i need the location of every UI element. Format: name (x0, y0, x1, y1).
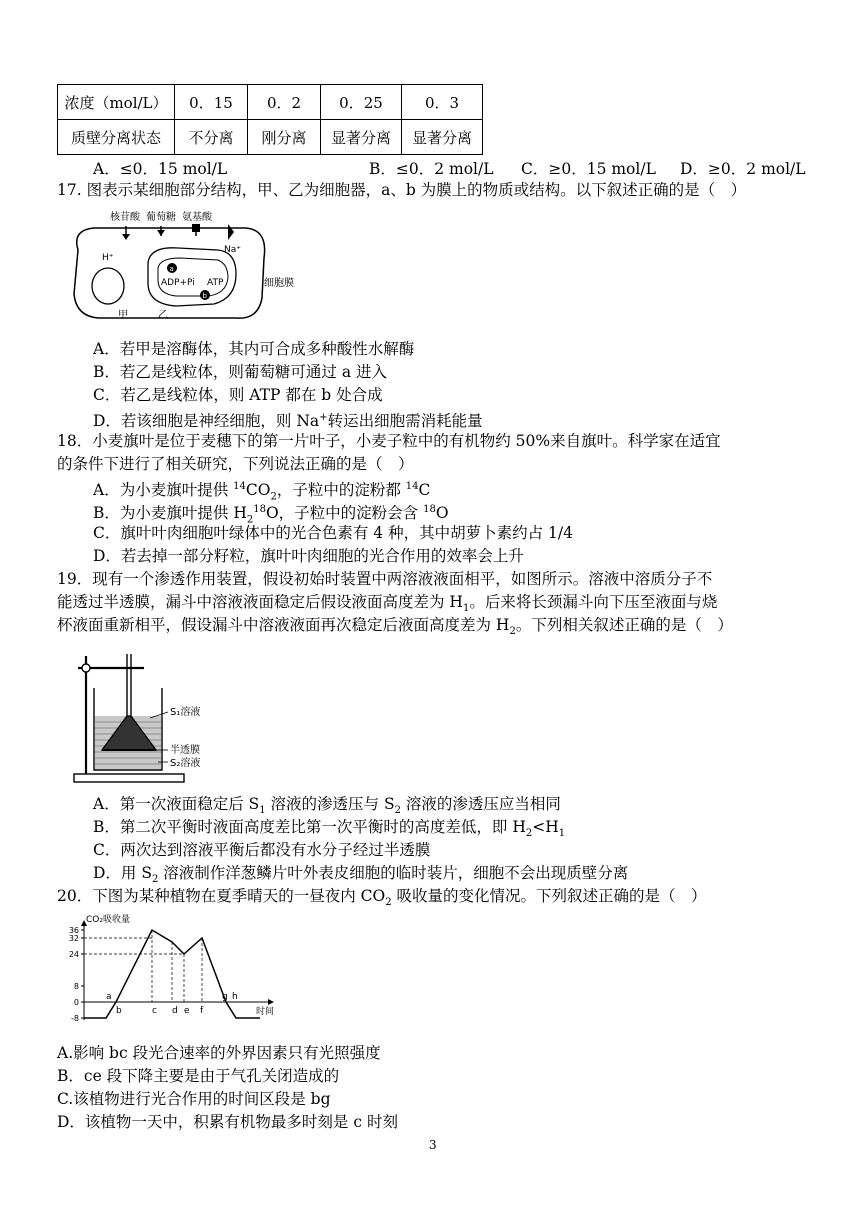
organelle-yi (148, 248, 236, 306)
label-amino-acid: 氨基酸 (182, 212, 212, 223)
q19-option-b: B．第二次平衡时液面高度差比第一次平衡时的高度差低，即 $H_2<H_1$ (93, 818, 566, 840)
table-cell: 显著分离 (402, 120, 483, 155)
label-s1-solution: S₁溶液 (170, 707, 201, 718)
table-cell: 刚分离 (248, 120, 321, 155)
label-a: a (169, 265, 174, 273)
q16-option-c: C．≥0．15 mol/L (521, 160, 656, 178)
q16-option-b: B．≤0．2 mol/L (369, 160, 494, 178)
table-cell: 0．25 (321, 85, 402, 120)
q16-option-d: D．≥0．2 mol/L (680, 160, 806, 178)
organelle-jia (92, 268, 124, 304)
q17-option-d: D．若该细胞是神经细胞，则 Na+转运出细胞需消耗能量 (93, 412, 483, 431)
chart-point-label-c: c (152, 1006, 157, 1016)
table-row (58, 85, 483, 120)
chart-y-tick-label: 0 (73, 998, 79, 1007)
chart-point-label-e: e (184, 1006, 190, 1016)
q18-option-b: B．为小麦旗叶提供 $H_2^{18}O$，子粒中的淀粉会含 $^{18}$O (93, 504, 449, 526)
label-jia: 甲 (118, 310, 128, 321)
label-cell-membrane: 细胞膜 (264, 278, 294, 289)
chart-point-label-f: f (200, 1006, 204, 1016)
co2-absorption-chart (60, 910, 290, 1030)
table-cell: 浓度（mol/L） (58, 85, 175, 120)
table-cell: 显著分离 (321, 120, 402, 155)
chart-y-tick-label: 8 (73, 982, 79, 991)
osmosis-apparatus-figure (70, 646, 240, 784)
organelle-yi-inner (158, 258, 228, 296)
label-atp: ATP (207, 278, 224, 288)
chart-point-label-h: h (232, 992, 238, 1002)
q18-option-a: A．为小麦旗叶提供 $^{14}CO_2$，子粒中的淀粉都 $^{14}$C (93, 481, 431, 503)
q18-stem-line2: 的条件下进行了相关研究，下列说法正确的是（ ） (57, 455, 414, 473)
label-yi: 乙 (158, 310, 168, 321)
table-cell: 0．3 (402, 85, 483, 120)
chart-xlabel: 时间 (256, 1007, 275, 1017)
page-number: 3 (429, 1138, 437, 1152)
cell-structure-figure (68, 208, 298, 326)
chart-point-label-d: d (172, 1006, 178, 1016)
table-cell: 0．15 (175, 85, 248, 120)
chart-point-label-g: g (222, 992, 228, 1002)
q19-option-a: A．第一次液面稳定后 $S_1$ 溶液的渗透压与 $S_2$ 溶液的渗透压应当相同 (93, 795, 561, 817)
label-glucose: 葡萄糖 (146, 212, 176, 223)
q18-stem-line1: 18．小麦旗叶是位于麦穗下的第一片叶子，小麦子粒中的有机物约 50%来自旗叶。科学家在适宜 (57, 432, 721, 450)
table-row (58, 120, 483, 155)
q20-stem: 20．下图为某种植物在夏季晴天的一昼夜内 $CO_2$ 吸收量的变化情况。下列叙述正确的是（ ） (57, 887, 707, 909)
chart-y-tick-label: -8 (71, 1014, 79, 1023)
q19-option-c: C．两次达到溶液平衡后都没有水分子经过半透膜 (93, 841, 431, 859)
q19-option-d: D．用 $S_2$ 溶液制作洋葱鳞片叶外表皮细胞的临时装片，细胞不会出现质壁分离 (93, 864, 629, 886)
q20-option-c: C.该植物进行光合作用的时间区段是 bg (57, 1090, 331, 1108)
q18-option-d: D．若去掉一部分籽粒，旗叶叶肉细胞的光合作用的效率会上升 (93, 547, 524, 565)
label-na: Na⁺ (224, 245, 241, 255)
label-adp-pi: ADP+Pi (161, 278, 195, 288)
q19-stem-line3: 杯液面重新相平，假设漏斗中溶液液面再次稳定后液面高度差为 $H_2$。下列相关叙述正确的是（ ） (57, 616, 733, 638)
label-membrane: 半透膜 (170, 745, 200, 756)
q20-option-b: B．ce 段下降主要是由于气孔关闭造成的 (57, 1067, 340, 1085)
chart-y-tick-label: 36 (68, 926, 79, 935)
chart-y-tick-label: 32 (68, 934, 79, 943)
chart-point-label-a: a (106, 992, 112, 1002)
chart-x-arrow (268, 999, 274, 1005)
q19-stem-line1: 19．现有一个渗透作用装置，假设初始时装置中两溶液液面相平，如图所示。溶液中溶质分子不 (57, 570, 713, 588)
concentration-table (57, 84, 483, 155)
chart-y-tick-label: 24 (68, 950, 79, 959)
stand-base (74, 774, 184, 782)
table-cell: 不分离 (175, 120, 248, 155)
chart-point-label-b: b (116, 1006, 122, 1016)
q20-option-d: D．该植物一天中，积累有机物最多时刻是 c 时刻 (57, 1113, 398, 1131)
q19-stem-line2: 能透过半透膜，漏斗中溶液液面稳定后假设液面高度差为 $H_1$。后来将长颈漏斗向下压至液面与烧 (57, 593, 718, 615)
q16-option-a: A．≤0．15 mol/L (93, 160, 228, 178)
q17-option-c: C．若乙是线粒体，则 ATP 都在 b 处合成 (93, 386, 383, 404)
label-b: b (202, 292, 207, 300)
label-nucleotide: 核苷酸 (110, 212, 140, 223)
chart-ylabel: CO₂吸收量 (86, 915, 130, 925)
q18-option-c: C．旗叶叶肉细胞叶绿体中的光合色素有 4 种，其中胡萝卜素约占 1/4 (93, 524, 573, 542)
table-cell: 质壁分离状态 (58, 120, 175, 155)
table-cell: 0．2 (248, 85, 321, 120)
label-s2-solution: S₂溶液 (170, 758, 201, 769)
q17-option-b: B．若乙是线粒体，则葡萄糖可通过 a 进入 (93, 363, 387, 381)
q20-option-a: A.影响 bc 段光合速率的外界因素只有光照强度 (57, 1044, 381, 1062)
label-h: H⁺ (102, 253, 114, 263)
q17-stem: 17. 图表示某细胞部分结构，甲、乙为细胞器，a、b 为膜上的物质或结构。以下叙述正确的是（ ） (57, 181, 747, 199)
q17-option-a: A．若甲是溶酶体，其内可合成多种酸性水解酶 (93, 340, 415, 358)
